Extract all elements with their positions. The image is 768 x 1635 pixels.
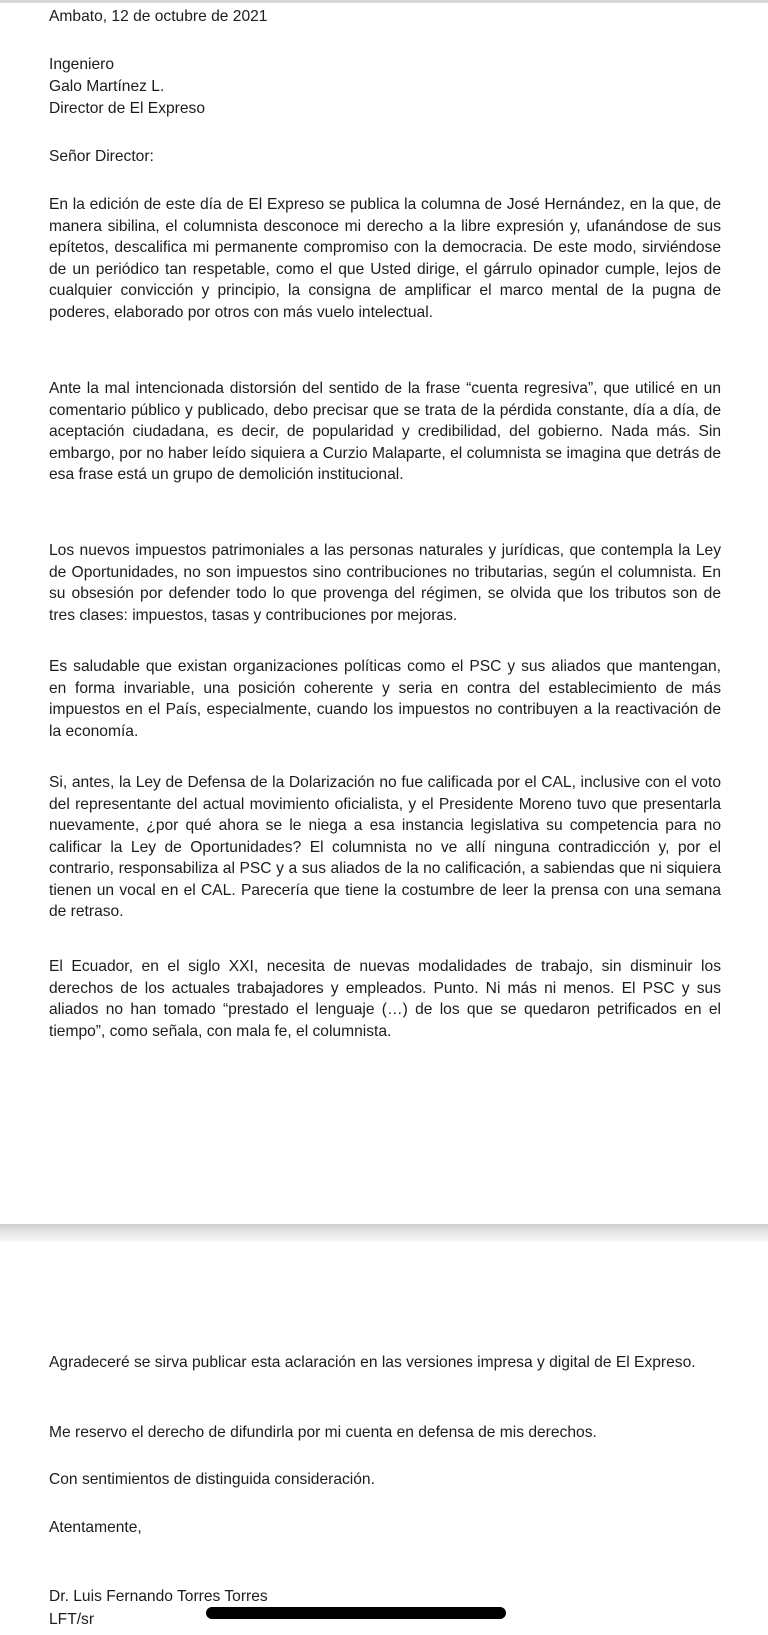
body-paragraph-2: Ante la mal intencionada distorsión del sentido de la frase “cuenta regresiva”, que utilicé en un comentario público y publicado, debo precisar que se trata de la pérdida constante, día a día, de aceptación ciudadana, es decir, de popularidad y credibilidad, del gobierno. Nada más. Sin embargo, por no haber leído siquiera a Curzio Malaparte, el columnista se imagina que detrás de esa frase está un grupo de demolición institucional. xyxy=(49,380,721,483)
recipient-position: Director de El Expreso xyxy=(49,100,205,117)
sign-off: Atentamente, xyxy=(49,1519,142,1536)
recipient-title: Ingeniero xyxy=(49,56,115,73)
redaction-bar xyxy=(206,1607,506,1619)
recipient-name: Galo Martínez L. xyxy=(49,78,165,95)
date-line: Ambato, 12 de octubre de 2021 xyxy=(49,8,268,25)
signature-name: Dr. Luis Fernando Torres Torres xyxy=(49,1588,268,1605)
closing-paragraph-2: Me reservo el derecho de difundirla por mi cuenta en defensa de mis derechos. xyxy=(49,1424,597,1441)
body-paragraph-5: Si, antes, la Ley de Defensa de la Dolarización no fue calificada por el CAL, inclusive con el voto del representante del actual movimiento oficialista, y el Presidente Moreno tuvo que presentarla nuevamente, ¿por qué ahora se le niega a esa instancia legislativa su competencia para no calificar la Ley de Oportunidades? El columnista no ve allí ninguna contradicción y, por el contrario, responsabiliza al PSC y a sus aliados de la no calificación, a sabiendas que ni siquiera tienen un vocal en el CAL. Parecería que tiene la costumbre de leer la prensa con una semana de retraso. xyxy=(49,774,721,920)
body-paragraph-4: Es saludable que existan organizaciones políticas como el PSC y sus aliados que mantengan, en forma invariable, una posición coherente y seria en contra del establecimiento de más impuestos en el País, especialmente, cuando los impuestos no contribuyen a la reactivación de la economía. xyxy=(49,658,721,740)
body-paragraph-1: En la edición de este día de El Expreso se publica la columna de José Hernández, en la que, de manera sibilina, el columnista desconoce mi derecho a la libre expresión y, ufanándose de sus epítetos, descalifica mi permanente compromiso con la democracia. De este modo, sirviéndose de un periódico tan respetable, como el que Usted dirige, el gárrulo opinador cumple, lejos de cualquier convicción y principio, la consigna de amplificar el marco mental de la pugna de poderes, elaborado por otros con más vuelo intelectual. xyxy=(49,196,721,321)
body-paragraph-6: El Ecuador, en el siglo XXI, necesita de nuevas modalidades de trabajo, sin disminuir los derechos de los actuales trabajadores y empleados. Punto. Ni más ni menos. El PSC y sus aliados no han tomado “prestado el lenguaje (…) de los que se quedaron petrificados en el tiempo”, como señala, con mala fe, el columnista. xyxy=(49,958,721,1040)
page-break xyxy=(0,1224,768,1242)
closing-paragraph-1: Agradeceré se sirva publicar esta aclaración en las versiones impresa y digital de El Expreso. xyxy=(49,1354,696,1371)
salutation: Señor Director: xyxy=(49,148,154,165)
page-top-edge xyxy=(0,0,768,3)
closing-paragraph-3: Con sentimientos de distinguida consideración. xyxy=(49,1471,375,1488)
body-paragraph-3: Los nuevos impuestos patrimoniales a las personas naturales y jurídicas, que contempla la Ley de Oportunidades, no son impuestos sino contribuciones no tributarias, según el columnista. En su obsesión por defender todo lo que provenga del régimen, se olvida que los tributos son de tres clases: impuestos, tasas y contribuciones por mejoras. xyxy=(49,542,721,624)
initials: LFT/sr xyxy=(49,1611,95,1628)
